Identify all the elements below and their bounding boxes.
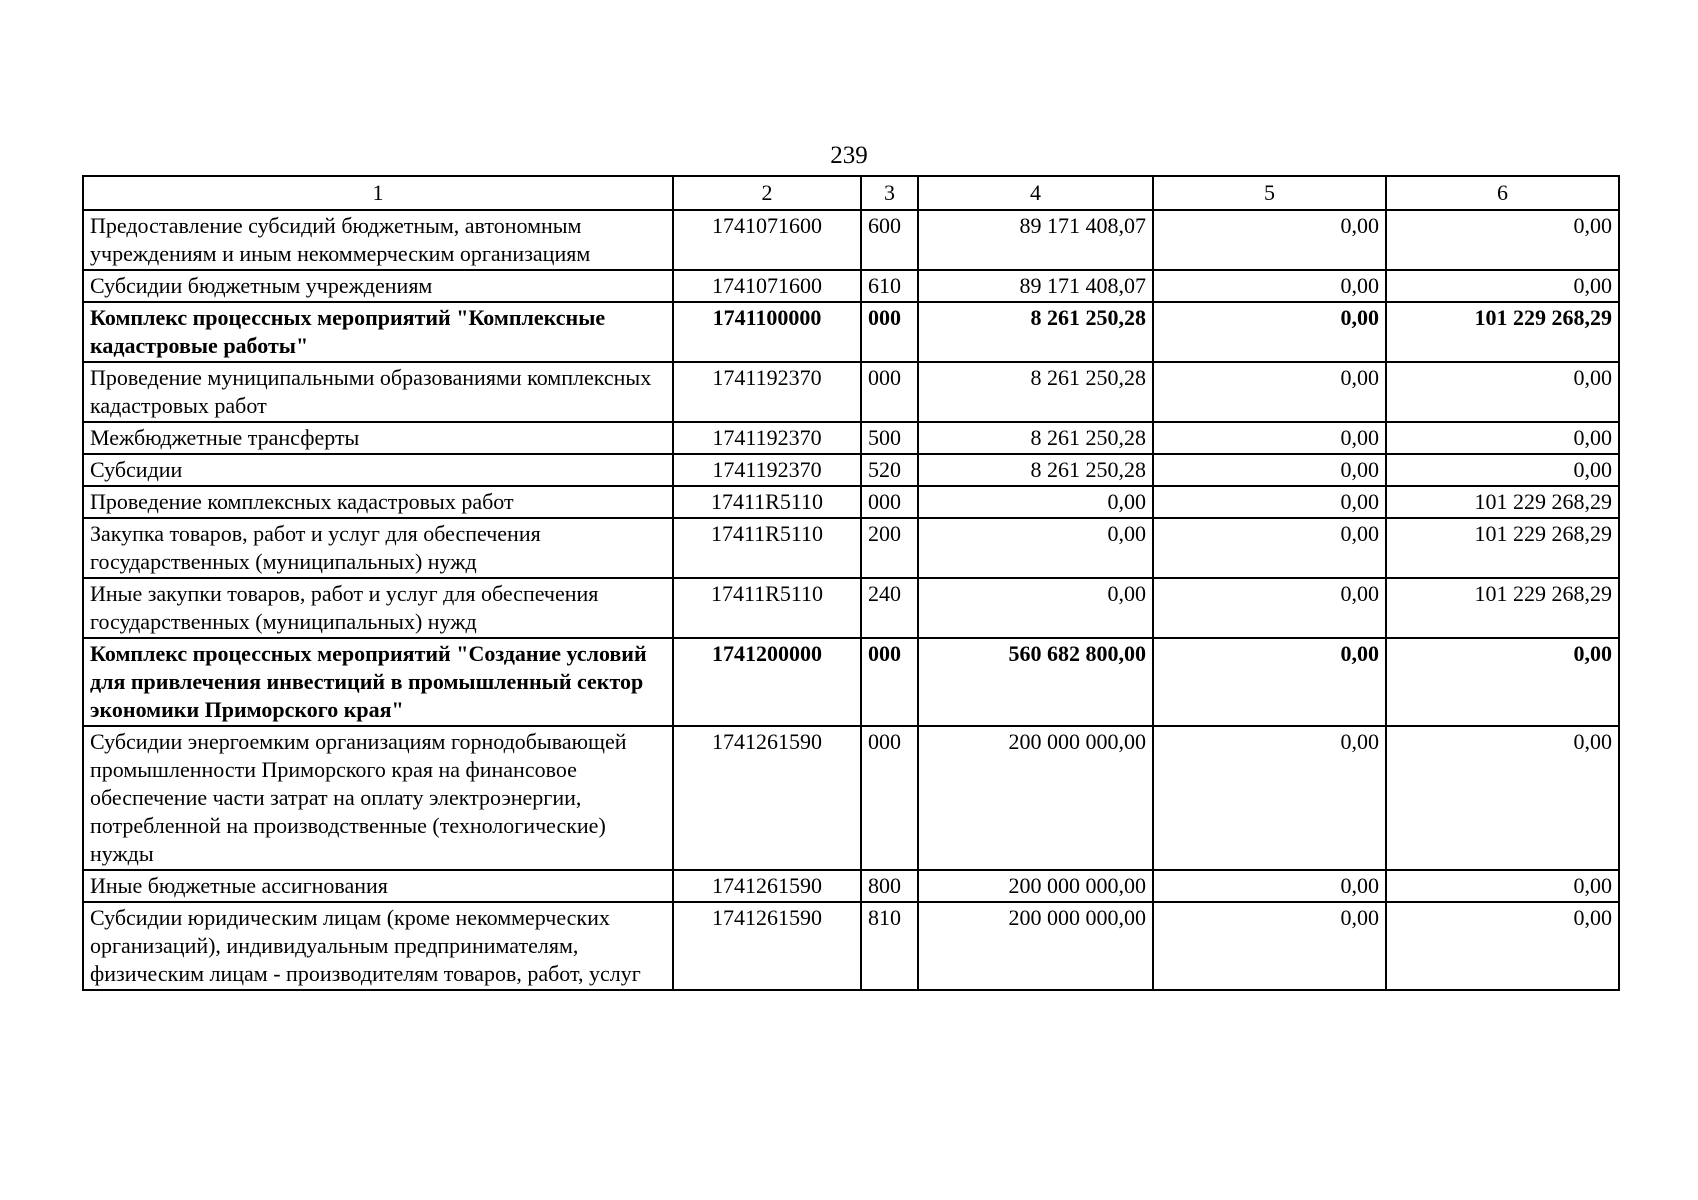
row-amount-col6: 0,00 <box>1386 362 1619 422</box>
row-target-code: 1741071600 <box>673 270 861 302</box>
row-expense-type: 240 <box>861 578 918 638</box>
row-amount-col4: 200 000 000,00 <box>918 902 1153 990</box>
table-row <box>83 726 1619 870</box>
row-amount-col4: 0,00 <box>918 486 1153 518</box>
row-name: Межбюджетные трансферты <box>83 422 673 454</box>
row-amount-col5: 0,00 <box>1153 454 1386 486</box>
budget-table <box>82 175 1620 991</box>
table-row <box>83 902 1619 990</box>
row-name: Проведение муниципальными образованиями комплексных кадастровых работ <box>83 362 673 422</box>
row-amount-col4: 89 171 408,07 <box>918 210 1153 270</box>
row-name: Субсидии энергоемким организациям горнодобывающей промышленности Приморского края на финансовое обеспечение части затрат на оплату электроэнергии, потребленной на производственные (технологические) нужды <box>83 726 673 870</box>
row-amount-col5: 0,00 <box>1153 902 1386 990</box>
row-name: Комплекс процессных мероприятий "Комплексные кадастровые работы" <box>83 302 673 362</box>
row-amount-col6: 0,00 <box>1386 638 1619 726</box>
row-amount-col5: 0,00 <box>1153 870 1386 902</box>
row-target-code: 1741100000 <box>673 302 861 362</box>
row-amount-col4: 89 171 408,07 <box>918 270 1153 302</box>
table-row <box>83 518 1619 578</box>
row-amount-col6: 0,00 <box>1386 870 1619 902</box>
row-amount-col5: 0,00 <box>1153 210 1386 270</box>
row-amount-col5: 0,00 <box>1153 638 1386 726</box>
row-amount-col4: 200 000 000,00 <box>918 870 1153 902</box>
row-amount-col6: 101 229 268,29 <box>1386 518 1619 578</box>
row-amount-col5: 0,00 <box>1153 486 1386 518</box>
row-name: Иные закупки товаров, работ и услуг для обеспечения государственных (муниципальных) нужд <box>83 578 673 638</box>
row-amount-col5: 0,00 <box>1153 578 1386 638</box>
row-target-code: 1741200000 <box>673 638 861 726</box>
column-header-1: 1 <box>83 176 673 210</box>
row-target-code: 1741261590 <box>673 870 861 902</box>
row-amount-col4: 0,00 <box>918 518 1153 578</box>
row-amount-col4: 8 261 250,28 <box>918 454 1153 486</box>
row-amount-col5: 0,00 <box>1153 362 1386 422</box>
table-row <box>83 870 1619 902</box>
row-amount-col4: 8 261 250,28 <box>918 422 1153 454</box>
row-expense-type: 000 <box>861 486 918 518</box>
table-row <box>83 270 1619 302</box>
row-name: Предоставление субсидий бюджетным, автономным учреждениям и иным некоммерческим организациям <box>83 210 673 270</box>
column-header-2: 2 <box>673 176 861 210</box>
row-expense-type: 600 <box>861 210 918 270</box>
row-amount-col6: 101 229 268,29 <box>1386 578 1619 638</box>
row-expense-type: 000 <box>861 726 918 870</box>
column-header-5: 5 <box>1153 176 1386 210</box>
row-target-code: 1741261590 <box>673 726 861 870</box>
page-number: 239 <box>830 142 868 169</box>
row-amount-col6: 101 229 268,29 <box>1386 486 1619 518</box>
row-name: Комплекс процессных мероприятий "Создание условий для привлечения инвестиций в промышленный сектор экономики Приморского края" <box>83 638 673 726</box>
row-name: Закупка товаров, работ и услуг для обеспечения государственных (муниципальных) нужд <box>83 518 673 578</box>
table-row <box>83 422 1619 454</box>
row-amount-col6: 0,00 <box>1386 270 1619 302</box>
row-amount-col4: 560 682 800,00 <box>918 638 1153 726</box>
table-row <box>83 210 1619 270</box>
row-amount-col6: 0,00 <box>1386 454 1619 486</box>
column-header-6: 6 <box>1386 176 1619 210</box>
table-row <box>83 362 1619 422</box>
row-amount-col5: 0,00 <box>1153 302 1386 362</box>
row-name: Проведение комплексных кадастровых работ <box>83 486 673 518</box>
row-expense-type: 500 <box>861 422 918 454</box>
row-amount-col6: 0,00 <box>1386 210 1619 270</box>
row-amount-col6: 0,00 <box>1386 422 1619 454</box>
row-target-code: 17411R5110 <box>673 486 861 518</box>
row-target-code: 1741071600 <box>673 210 861 270</box>
row-expense-type: 200 <box>861 518 918 578</box>
row-amount-col6: 101 229 268,29 <box>1386 302 1619 362</box>
table-row <box>83 302 1619 362</box>
column-header-3: 3 <box>861 176 918 210</box>
row-expense-type: 000 <box>861 362 918 422</box>
table-row <box>83 578 1619 638</box>
row-amount-col5: 0,00 <box>1153 422 1386 454</box>
row-amount-col5: 0,00 <box>1153 518 1386 578</box>
row-amount-col5: 0,00 <box>1153 270 1386 302</box>
row-amount-col6: 0,00 <box>1386 902 1619 990</box>
table-row <box>83 638 1619 726</box>
row-amount-col5: 0,00 <box>1153 726 1386 870</box>
row-amount-col4: 8 261 250,28 <box>918 302 1153 362</box>
table-row <box>83 486 1619 518</box>
row-target-code: 1741192370 <box>673 362 861 422</box>
row-expense-type: 800 <box>861 870 918 902</box>
row-target-code: 1741261590 <box>673 902 861 990</box>
row-name: Иные бюджетные ассигнования <box>83 870 673 902</box>
row-target-code: 17411R5110 <box>673 518 861 578</box>
header-row <box>83 176 1619 210</box>
row-target-code: 1741192370 <box>673 422 861 454</box>
table-row <box>83 454 1619 486</box>
row-target-code: 1741192370 <box>673 454 861 486</box>
row-amount-col6: 0,00 <box>1386 726 1619 870</box>
row-target-code: 17411R5110 <box>673 578 861 638</box>
row-expense-type: 000 <box>861 302 918 362</box>
row-amount-col4: 200 000 000,00 <box>918 726 1153 870</box>
row-expense-type: 520 <box>861 454 918 486</box>
row-amount-col4: 8 261 250,28 <box>918 362 1153 422</box>
row-name: Субсидии <box>83 454 673 486</box>
row-name: Субсидии юридическим лицам (кроме некоммерческих организаций), индивидуальным предпринимателям, физическим лицам - производителям товаров, работ, услуг <box>83 902 673 990</box>
row-amount-col4: 0,00 <box>918 578 1153 638</box>
row-name: Субсидии бюджетным учреждениям <box>83 270 673 302</box>
column-header-4: 4 <box>918 176 1153 210</box>
table-body <box>83 210 1619 990</box>
row-expense-type: 810 <box>861 902 918 990</box>
row-expense-type: 000 <box>861 638 918 726</box>
row-expense-type: 610 <box>861 270 918 302</box>
